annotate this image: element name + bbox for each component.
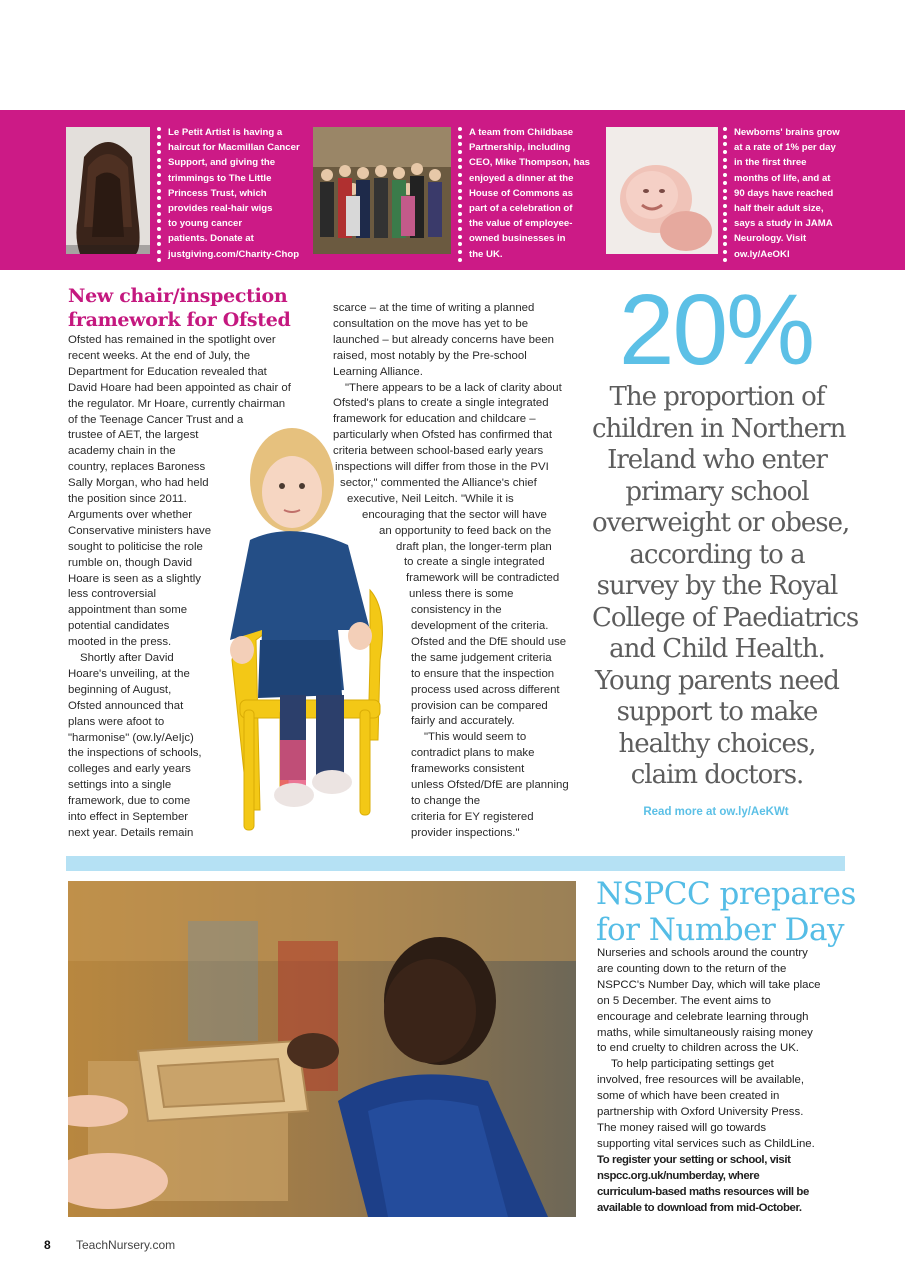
ofsted-col2-line: "There appears to be a lack of clarity about — [345, 381, 562, 394]
page-number: 8 — [44, 1238, 51, 1252]
ofsted-col2-line: an opportunity to feed back on the — [379, 524, 552, 537]
ofsted-col1-line: colleges and early years — [68, 763, 191, 776]
ofsted-col1-line: next year. Details remain — [68, 826, 194, 839]
ofsted-col2-line: to create a single integrated — [404, 556, 545, 569]
ofsted-col1-line: the position since 2011. — [68, 493, 187, 505]
ofsted-col2-line: scarce – at the time of writing a planned — [333, 302, 535, 314]
section-divider — [66, 856, 845, 871]
ofsted-col1-line: country, replaces Baroness — [68, 461, 206, 474]
ofsted-col2-line: raised, most notably by the Pre-school — [333, 349, 527, 362]
child-playing-blocks-photo — [68, 881, 576, 1217]
ofsted-col2-line: inspections will differ from those in the PVI — [335, 461, 549, 473]
ofsted-col2-line: to change the — [411, 794, 481, 807]
ofsted-col1-line: into effect in September — [68, 811, 189, 823]
ofsted-col2-line: executive, Neil Leitch. "While it is — [347, 492, 514, 505]
nspcc-cta-line: available to download from mid-October. — [597, 1201, 802, 1214]
ofsted-col1-line: framework, due to come — [68, 795, 191, 808]
ofsted-col2-line: unless there is some — [409, 588, 514, 601]
ofsted-col2-line: development of the criteria. — [411, 620, 549, 632]
ofsted-col1-line: David Hoare had been appointed as chair of — [68, 381, 291, 394]
nspcc-body-line: maths, while simultaneously raising money — [597, 1026, 813, 1039]
ofsted-col1-line: Conservative ministers have — [68, 524, 212, 537]
ofsted-col1-line: Ofsted has remained in the spotlight over — [68, 334, 276, 346]
nspcc-body-line: To help participating settings get — [611, 1058, 774, 1071]
nspcc-body-line: partnership with Oxford University Press. — [597, 1106, 804, 1118]
nspcc-cta-line: To register your setting or school, visit — [597, 1154, 791, 1166]
ofsted-col1-line: potential candidates — [68, 620, 170, 633]
ofsted-col1-line: the inspections of schools, — [68, 747, 202, 760]
bullet-dots — [723, 127, 727, 265]
nspcc-body-line: to end cruelty to children across the UK. — [597, 1042, 799, 1055]
ofsted-col1-line: recent weeks. At the end of July, the — [68, 349, 251, 362]
ofsted-col2-line: framework for education and childcare – — [333, 413, 536, 426]
childbase-team-photo — [313, 127, 451, 254]
ofsted-col1-line: Arguments over whether — [68, 508, 193, 521]
ofsted-col1-line: appointment than some — [68, 604, 188, 617]
ofsted-col2-line: particularly when Ofsted has confirmed that — [333, 429, 553, 442]
ofsted-col2-line: framework will be contradicted — [406, 572, 560, 585]
bullet-dots — [157, 127, 161, 265]
ofsted-col1-line: of the Teenage Cancer Trust and a — [68, 413, 244, 426]
ofsted-col1-line: settings into a single — [68, 779, 172, 792]
ofsted-col1-line: plans were afoot to — [68, 715, 165, 728]
ofsted-col1-line: sought to politicise the role — [68, 540, 203, 553]
ofsted-col1-line: rumble on, though David — [68, 556, 193, 569]
news-strip — [0, 110, 905, 270]
strip-item-2-text: A team from Childbase Partnership, including CEO, Mike Thompson, has enjoyed a dinner at the House of Commons as part of a celebration of the value of employee- owned businesses in the UK. — [469, 127, 591, 260]
strip-item-3-text: Newborns' brains grow at a rate of 1% per day in the first three months of life, and at 90 days have reached half their adult size, says a study in JAMA Neurology. Visit ow.ly/AeOKl — [734, 127, 840, 260]
nspcc-body-line: NSPCC's Number Day, which will take place — [597, 978, 821, 991]
ofsted-col2-line: encouraging that the sector will have — [362, 508, 547, 521]
ofsted-col2-line: consistency in the — [411, 604, 502, 617]
ofsted-col2-line: "This would seem to — [424, 731, 527, 744]
nspcc-body-line: on 5 December. The event aims to — [597, 994, 771, 1007]
ofsted-col1-line: beginning of August, — [68, 683, 172, 696]
strip-item-1-text: Le Petit Artist is having a haircut for Macmillan Cancer Support, and giving the trimmings to The Little Princess Trust, which provides real-hair wigs to young cancer patients. Donate at justgiving.com/Charity-Chop — [168, 127, 300, 260]
nspcc-body-line: The money raised will go towards — [597, 1121, 767, 1134]
ofsted-col1-line: the regulator. Mr Hoare, currently chairman — [68, 397, 286, 410]
ofsted-col2-line: Ofsted's plans to create a single integrated — [333, 397, 549, 410]
ofsted-col1-line: Ofsted announced that — [68, 699, 184, 712]
ofsted-col1-line: trustee of AET, the largest — [68, 429, 199, 442]
long-hair-girl-photo — [66, 127, 150, 254]
read-more-link[interactable]: Read more at ow.ly/AeKWt — [643, 806, 789, 818]
footer-site: TeachNursery.com — [76, 1238, 176, 1252]
nspcc-body-line: Nurseries and schools around the country — [597, 947, 808, 959]
ofsted-col1-line: Sally Morgan, who had held — [68, 477, 209, 490]
ofsted-col2-line: sector," commented the Alliance's chief — [340, 476, 537, 489]
ofsted-headline: New chair/inspection framework for Ofsted — [68, 285, 291, 331]
nspcc-body-line: encourage and celebrate learning through — [597, 1010, 809, 1023]
ofsted-col2-line: process used across different — [411, 683, 560, 696]
ofsted-col2-line: fairly and accurately. — [411, 715, 515, 728]
nspcc-body-line: some of which have been created in — [597, 1090, 780, 1103]
ofsted-col2-line: criteria between school-based early years — [333, 445, 544, 458]
nspcc-cta-line: nspcc.org.uk/numberday, where — [597, 1169, 760, 1182]
ofsted-col2-line: contradict plans to make — [411, 747, 535, 760]
ofsted-col1-line: Hoare is seen as a slightly — [68, 572, 201, 585]
ofsted-col2-line: draft plan, the longer-term plan — [396, 540, 552, 553]
ofsted-col2-line: provision can be compared — [411, 699, 548, 712]
ofsted-col1-line: Shortly after David — [80, 652, 174, 664]
ofsted-col2-line: unless Ofsted/DfE are planning — [411, 779, 569, 791]
ofsted-col2-line: Ofsted and the DfE should use — [411, 635, 567, 648]
bullet-dots — [458, 127, 462, 265]
ofsted-col1-line: Department for Education revealed that — [68, 365, 267, 378]
ofsted-col2-line: consultation on the move has yet to be — [333, 317, 529, 330]
ofsted-col2-line: provider inspections." — [411, 826, 520, 839]
nspcc-cta-line: curriculum-based maths resources will be — [597, 1185, 809, 1198]
stat-description: The proportion of children in Northern Ireland who enter primary school overweight or obese, according to a survey by the Royal College of Paediatrics and Child Health. Young parents need support to make healthy choices, claim doctors. — [592, 382, 859, 790]
newborn-baby-photo — [606, 127, 718, 254]
ofsted-col2-line: Learning Alliance. — [333, 365, 423, 378]
ofsted-col2-line: frameworks consistent — [411, 763, 525, 776]
stat-number: 20% — [618, 274, 814, 386]
nspcc-body-line: supporting vital services such as ChildLine. — [597, 1137, 815, 1150]
ofsted-col2-line: to ensure that the inspection — [411, 667, 555, 680]
ofsted-col2-line: criteria for EY registered — [411, 810, 534, 823]
ofsted-col1-line: "harmonise" (ow.ly/AeIjc) — [68, 731, 194, 744]
nspcc-body-line: are counting down to the return of the — [597, 962, 787, 975]
ofsted-col1-line: less controversial — [68, 588, 156, 601]
ofsted-col1-line: academy chain in the — [68, 445, 176, 458]
ofsted-col2-line: launched – but already concerns have been — [333, 333, 555, 346]
nspcc-headline: NSPCC prepares for Number Day — [596, 876, 856, 948]
nspcc-body-line: involved, free resources will be available, — [597, 1074, 805, 1087]
ofsted-col1-line: mooted in the press. — [68, 636, 172, 649]
ofsted-col2-line: the same judgement criteria — [411, 651, 552, 664]
ofsted-col1-line: Hoare's unveiling, at the — [68, 667, 190, 680]
